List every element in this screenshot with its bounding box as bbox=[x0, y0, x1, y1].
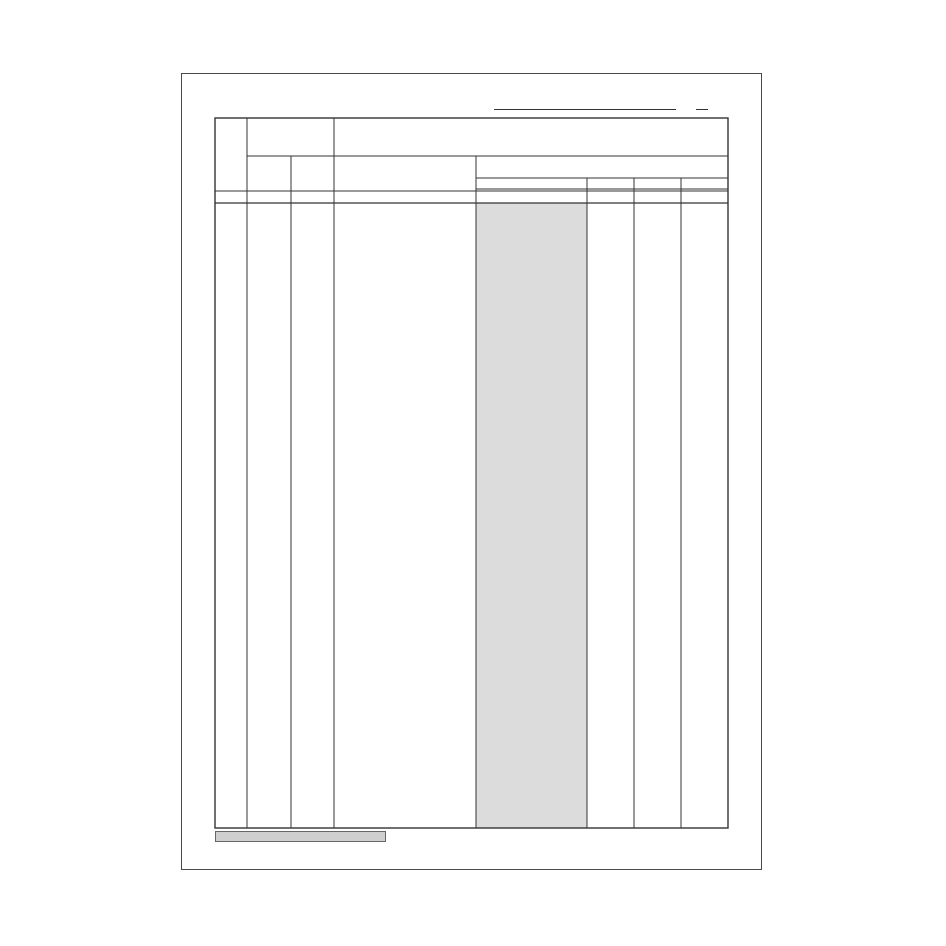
table-border bbox=[215, 118, 728, 828]
amount-column-shading bbox=[476, 203, 587, 828]
footer-title bbox=[215, 831, 386, 842]
